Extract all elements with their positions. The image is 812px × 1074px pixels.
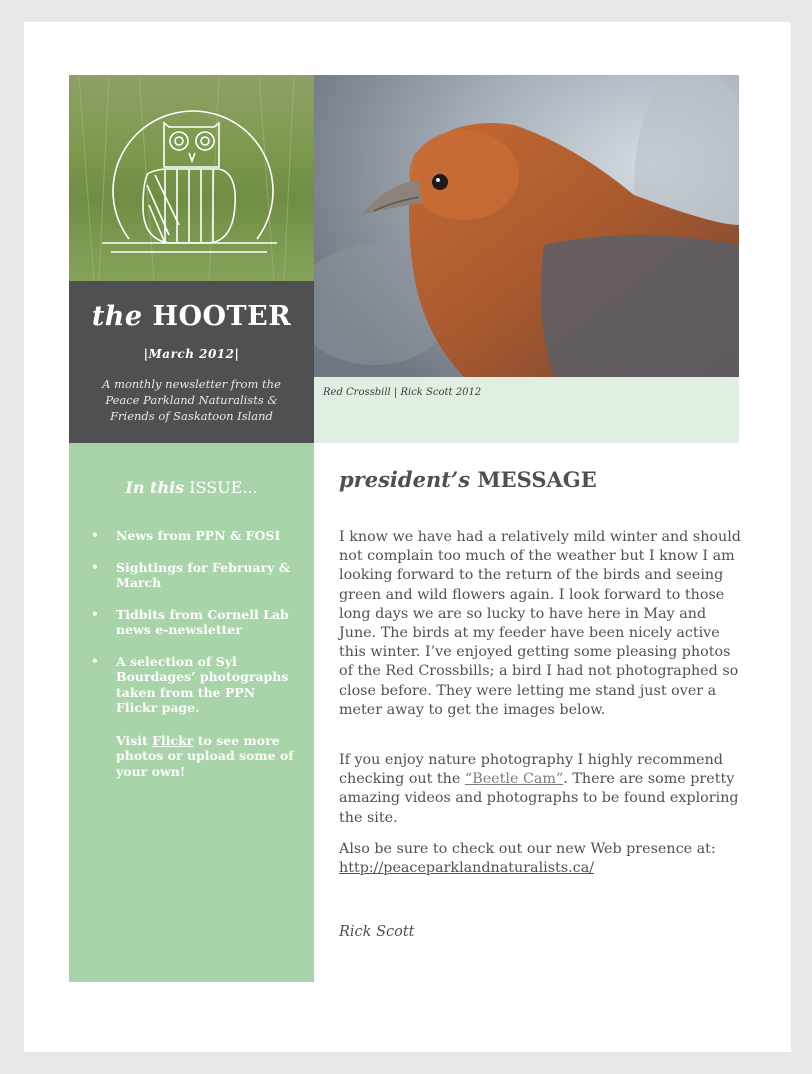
heading-italic: president’s [339, 467, 471, 492]
bullet-icon: • [91, 653, 99, 668]
bullet-icon: • [91, 528, 99, 542]
website-link[interactable]: http://peaceparklandnaturalists.ca/ [339, 860, 595, 877]
list-item-text: Sightings for February & March [116, 559, 291, 590]
list-item-text: A selection of Syl Bourdages’ photographs taken from the PPN Flickr page. [116, 653, 289, 715]
title-the: the [91, 301, 143, 332]
paragraph-3 [339, 840, 744, 878]
newsletter-page [24, 22, 791, 1052]
issue-date: |March 2012| [143, 347, 240, 361]
red-crossbill-photo [314, 75, 739, 377]
owl-icon [69, 75, 314, 281]
paragraph-2 [339, 751, 744, 828]
bullet-icon: • [91, 559, 99, 574]
heading-main: MESSAGE [477, 467, 597, 492]
visit-prefix: Visit [116, 732, 148, 748]
sidebar-heading-in: In this [125, 478, 185, 497]
issue-sidebar [69, 443, 314, 982]
list-item-text: Tidbits from Cornell Lab news e-newsletter [116, 606, 289, 637]
article-heading [339, 467, 744, 492]
p3-text: Also be sure to check out our new Web presence at: [339, 841, 716, 857]
bird-illustration [314, 75, 739, 377]
list-item [91, 560, 297, 591]
presidents-message [339, 467, 744, 940]
bullet-icon: • [91, 606, 99, 621]
beetle-cam-link[interactable]: “Beetle Cam” [464, 771, 564, 788]
list-item [91, 607, 297, 638]
photo-caption-panel [314, 377, 739, 443]
sidebar-heading [69, 478, 314, 497]
logo-panel [69, 75, 314, 281]
tagline: A monthly newsletter from the Peace Parkland Naturalists & Friends of Saskatoon Island [102, 377, 281, 423]
list-item [91, 654, 297, 780]
visit-suffix: to see more photos or upload some of your own! [116, 732, 294, 779]
p2-after: . There are some pretty amazing videos and photographs to be found exploring the site. [339, 771, 739, 826]
list-item-text: News from PPN & FOSI [116, 528, 281, 543]
sidebar-heading-issue: ISSUE... [189, 478, 258, 497]
p2-before: If you enjoy nature photography I highly recommend checking out the [339, 752, 723, 788]
issue-list [91, 528, 297, 795]
flickr-link[interactable]: Flickr [152, 732, 194, 748]
photo-caption: Red Crossbill | Rick Scott 2012 [323, 387, 482, 398]
newsletter-title [69, 301, 314, 332]
flickr-note [116, 733, 297, 780]
signature: Rick Scott [339, 924, 415, 940]
paragraph-1: I know we have had a relatively mild winter and should not complain too much of the weather but I know I am looking forward to the return of the birds and seeing green and wild flowers again. I look forward to those long days we are so lucky to have here in May and June. The birds at my feeder have been nicely active this winter. I’ve enjoyed getting some pleasing photos of the Red Crossbills; a bird I had not photographed so close before. They were letting me stand just over a meter away to get the images below. [339, 529, 741, 718]
masthead [69, 281, 314, 443]
title-main: HOOTER [152, 301, 292, 332]
list-item [91, 528, 297, 544]
